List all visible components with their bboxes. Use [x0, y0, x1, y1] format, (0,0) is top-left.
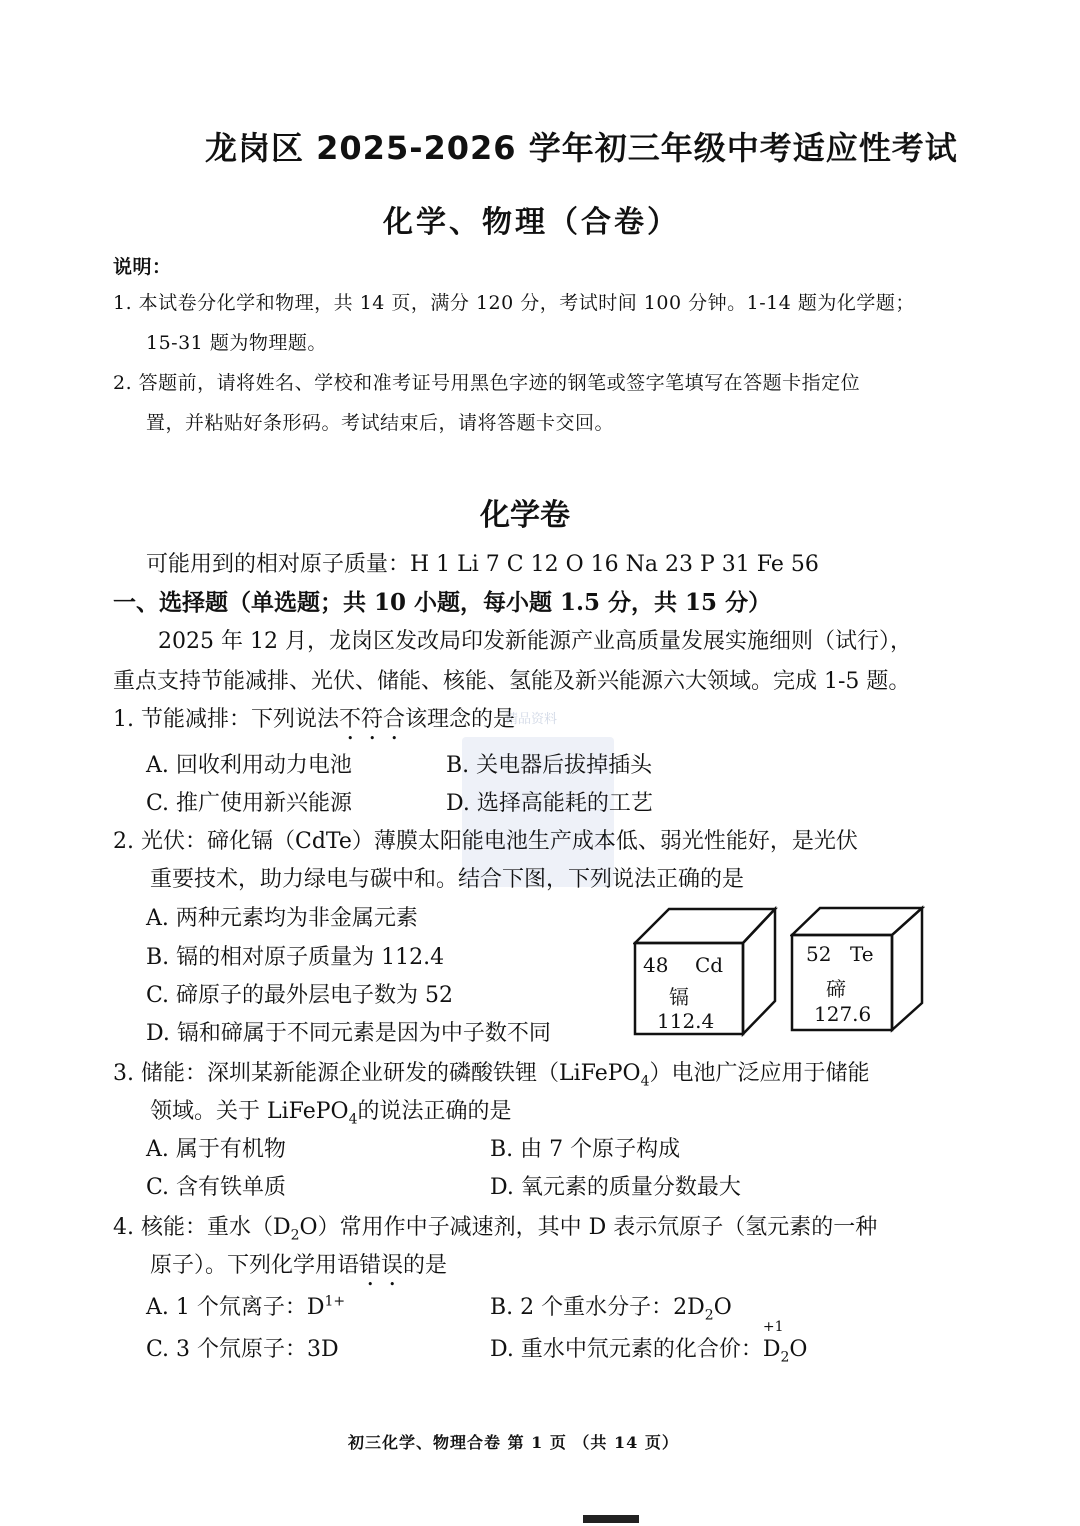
instruction-1-line-2: 15-31 题为物理题。 — [146, 332, 327, 354]
te-symbol: Te — [850, 942, 874, 966]
cd-atomic-number: 48 — [643, 953, 669, 977]
q2-stem-line-1: 2. 光伏：碲化镉（CdTe）薄膜太阳能电池生产成本低、弱光性能好，是光伏 — [113, 829, 858, 854]
bottom-edge-mark — [583, 1515, 639, 1523]
q4-stem-line-1-pre: 4. 核能：重水（D — [113, 1215, 291, 1240]
q1-stem-post: 该理念的是 — [405, 707, 516, 732]
cadmium-element-cube — [633, 905, 778, 1037]
intro-line-1: 2025 年 12 月，龙岗区发改局印发新能源产业高质量发展实施细则（试行）， — [158, 629, 912, 654]
q2-option-d: D. 镉和碲属于不同元素是因为中子数不同 — [146, 1021, 551, 1046]
watermark-text: 精品资料 — [505, 712, 558, 727]
q4-option-b-sub: 2 — [704, 1307, 714, 1324]
te-atomic-number: 52 — [806, 942, 832, 966]
q2-option-b: B. 镉的相对原子质量为 112.4 — [146, 945, 445, 970]
exam-subtitle: 化学、物理（合卷） — [383, 205, 680, 240]
instruction-2-line-2: 置，并粘贴好条形码。考试结束后，请将答题卡交回。 — [146, 412, 615, 434]
q4-option-d-symbol: D — [762, 1337, 781, 1362]
q4-stem-line-2 — [150, 1248, 447, 1291]
instruction-2-line-1: 2. 答题前，请将姓名、学校和准考证号用黑色字迹的钢笔或签字笔填写在答题卡指定位 — [113, 372, 861, 394]
q3-stem-line-1 — [113, 1056, 870, 1089]
te-atomic-mass: 127.6 — [814, 1002, 872, 1026]
q4-stem-line-2-pre: 原子）。下列化学用语 — [150, 1253, 360, 1278]
instruction-1-line-1: 1. 本试卷分化学和物理，共 14 页，满分 120 分，考试时间 100 分钟。1-14 题为化学题； — [113, 292, 915, 314]
exam-title: 龙岗区 2025-2026 学年初三年级中考适应性考试 — [205, 129, 958, 167]
q4-option-b-text: B. 2 个重水分子：2D — [490, 1295, 705, 1320]
section-title: 化学卷 — [480, 498, 570, 533]
q3-option-d: D. 氧元素的质量分数最大 — [490, 1175, 741, 1200]
tellurium-element-cube — [790, 905, 925, 1033]
cd-symbol: Cd — [695, 953, 724, 977]
q2-option-a: A. 两种元素均为非金属元素 — [146, 906, 418, 931]
q1-option-d: D. 选择高能耗的工艺 — [446, 791, 653, 816]
q4-option-a-charge: 1+ — [324, 1293, 346, 1310]
q2-stem-line-2: 重要技术，助力绿电与碳中和。结合下图，下列说法正确的是 — [150, 867, 745, 892]
q3-stem-line-1-pre: 3. 储能：深圳某新能源企业研发的磷酸铁锂（LiFePO — [113, 1061, 641, 1086]
q4-option-d-valence: +1 — [762, 1319, 784, 1335]
cd-atomic-mass: 112.4 — [657, 1009, 715, 1033]
q1-option-b: B. 关电器后拔掉插头 — [446, 753, 653, 778]
q4-option-c: C. 3 个氘原子：3D — [146, 1337, 339, 1362]
instructions-label: 说明： — [113, 256, 172, 278]
q4-option-a — [146, 1290, 345, 1321]
q4-option-a-text: A. 1 个氘离子：D — [146, 1295, 325, 1320]
q4-option-d — [490, 1319, 808, 1366]
q4-stem-line-1-sub: 2 — [290, 1227, 300, 1244]
q3-option-c: C. 含有铁单质 — [146, 1175, 287, 1200]
te-name: 碲 — [826, 977, 846, 1001]
q4-stem-emphasis: 错误 — [359, 1253, 404, 1278]
q1-stem-emphasis: 不符合 — [338, 707, 405, 732]
q4-option-d-formula — [762, 1319, 784, 1362]
q1-stem — [113, 702, 515, 745]
q4-option-d-text: D. 重水中氘元素的化合价： — [490, 1337, 763, 1362]
q3-stem-line-2-sub: 4 — [348, 1111, 358, 1128]
q1-stem-pre: 1. 节能减排：下列说法 — [113, 707, 339, 732]
part-1-title: 一、选择题（单选题；共 10 小题，每小题 1.5 分，共 15 分） — [113, 589, 772, 616]
q4-option-d-post: O — [789, 1337, 808, 1362]
q3-stem-line-2-pre: 领域。关于 LiFePO — [150, 1099, 349, 1124]
q4-option-b-post: O — [713, 1295, 732, 1320]
q1-option-c: C. 推广使用新兴能源 — [146, 791, 353, 816]
page-footer: 初三化学、物理合卷 第 1 页 （共 14 页） — [348, 1433, 679, 1452]
cd-name: 镉 — [669, 985, 689, 1009]
atomic-masses: 可能用到的相对原子质量：H 1 Li 7 C 12 O 16 Na 23 P 31 Fe 56 — [146, 552, 819, 577]
q4-stem-line-1-post: O）常用作中子减速剂，其中 D 表示氘原子（氢元素的一种 — [299, 1215, 878, 1240]
q4-option-d-sub: 2 — [780, 1349, 790, 1366]
q4-stem-line-2-post: 的是 — [403, 1253, 448, 1278]
q1-option-a: A. 回收利用动力电池 — [146, 753, 352, 778]
q3-option-a: A. 属于有机物 — [146, 1137, 286, 1162]
intro-line-2: 重点支持节能减排、光伏、储能、核能、氢能及新兴能源六大领域。完成 1-5 题。 — [113, 669, 911, 694]
q4-stem-line-1 — [113, 1210, 877, 1243]
q3-stem-line-1-sub: 4 — [640, 1073, 650, 1090]
q4-option-b — [490, 1290, 732, 1323]
q2-option-c: C. 碲原子的最外层电子数为 52 — [146, 983, 454, 1008]
q3-stem-line-1-post: ）电池广泛应用于储能 — [649, 1061, 870, 1086]
q3-stem-line-2-post: 的说法正确的是 — [357, 1099, 512, 1124]
q3-option-b: B. 由 7 个原子构成 — [490, 1137, 681, 1162]
q3-stem-line-2 — [150, 1094, 512, 1127]
